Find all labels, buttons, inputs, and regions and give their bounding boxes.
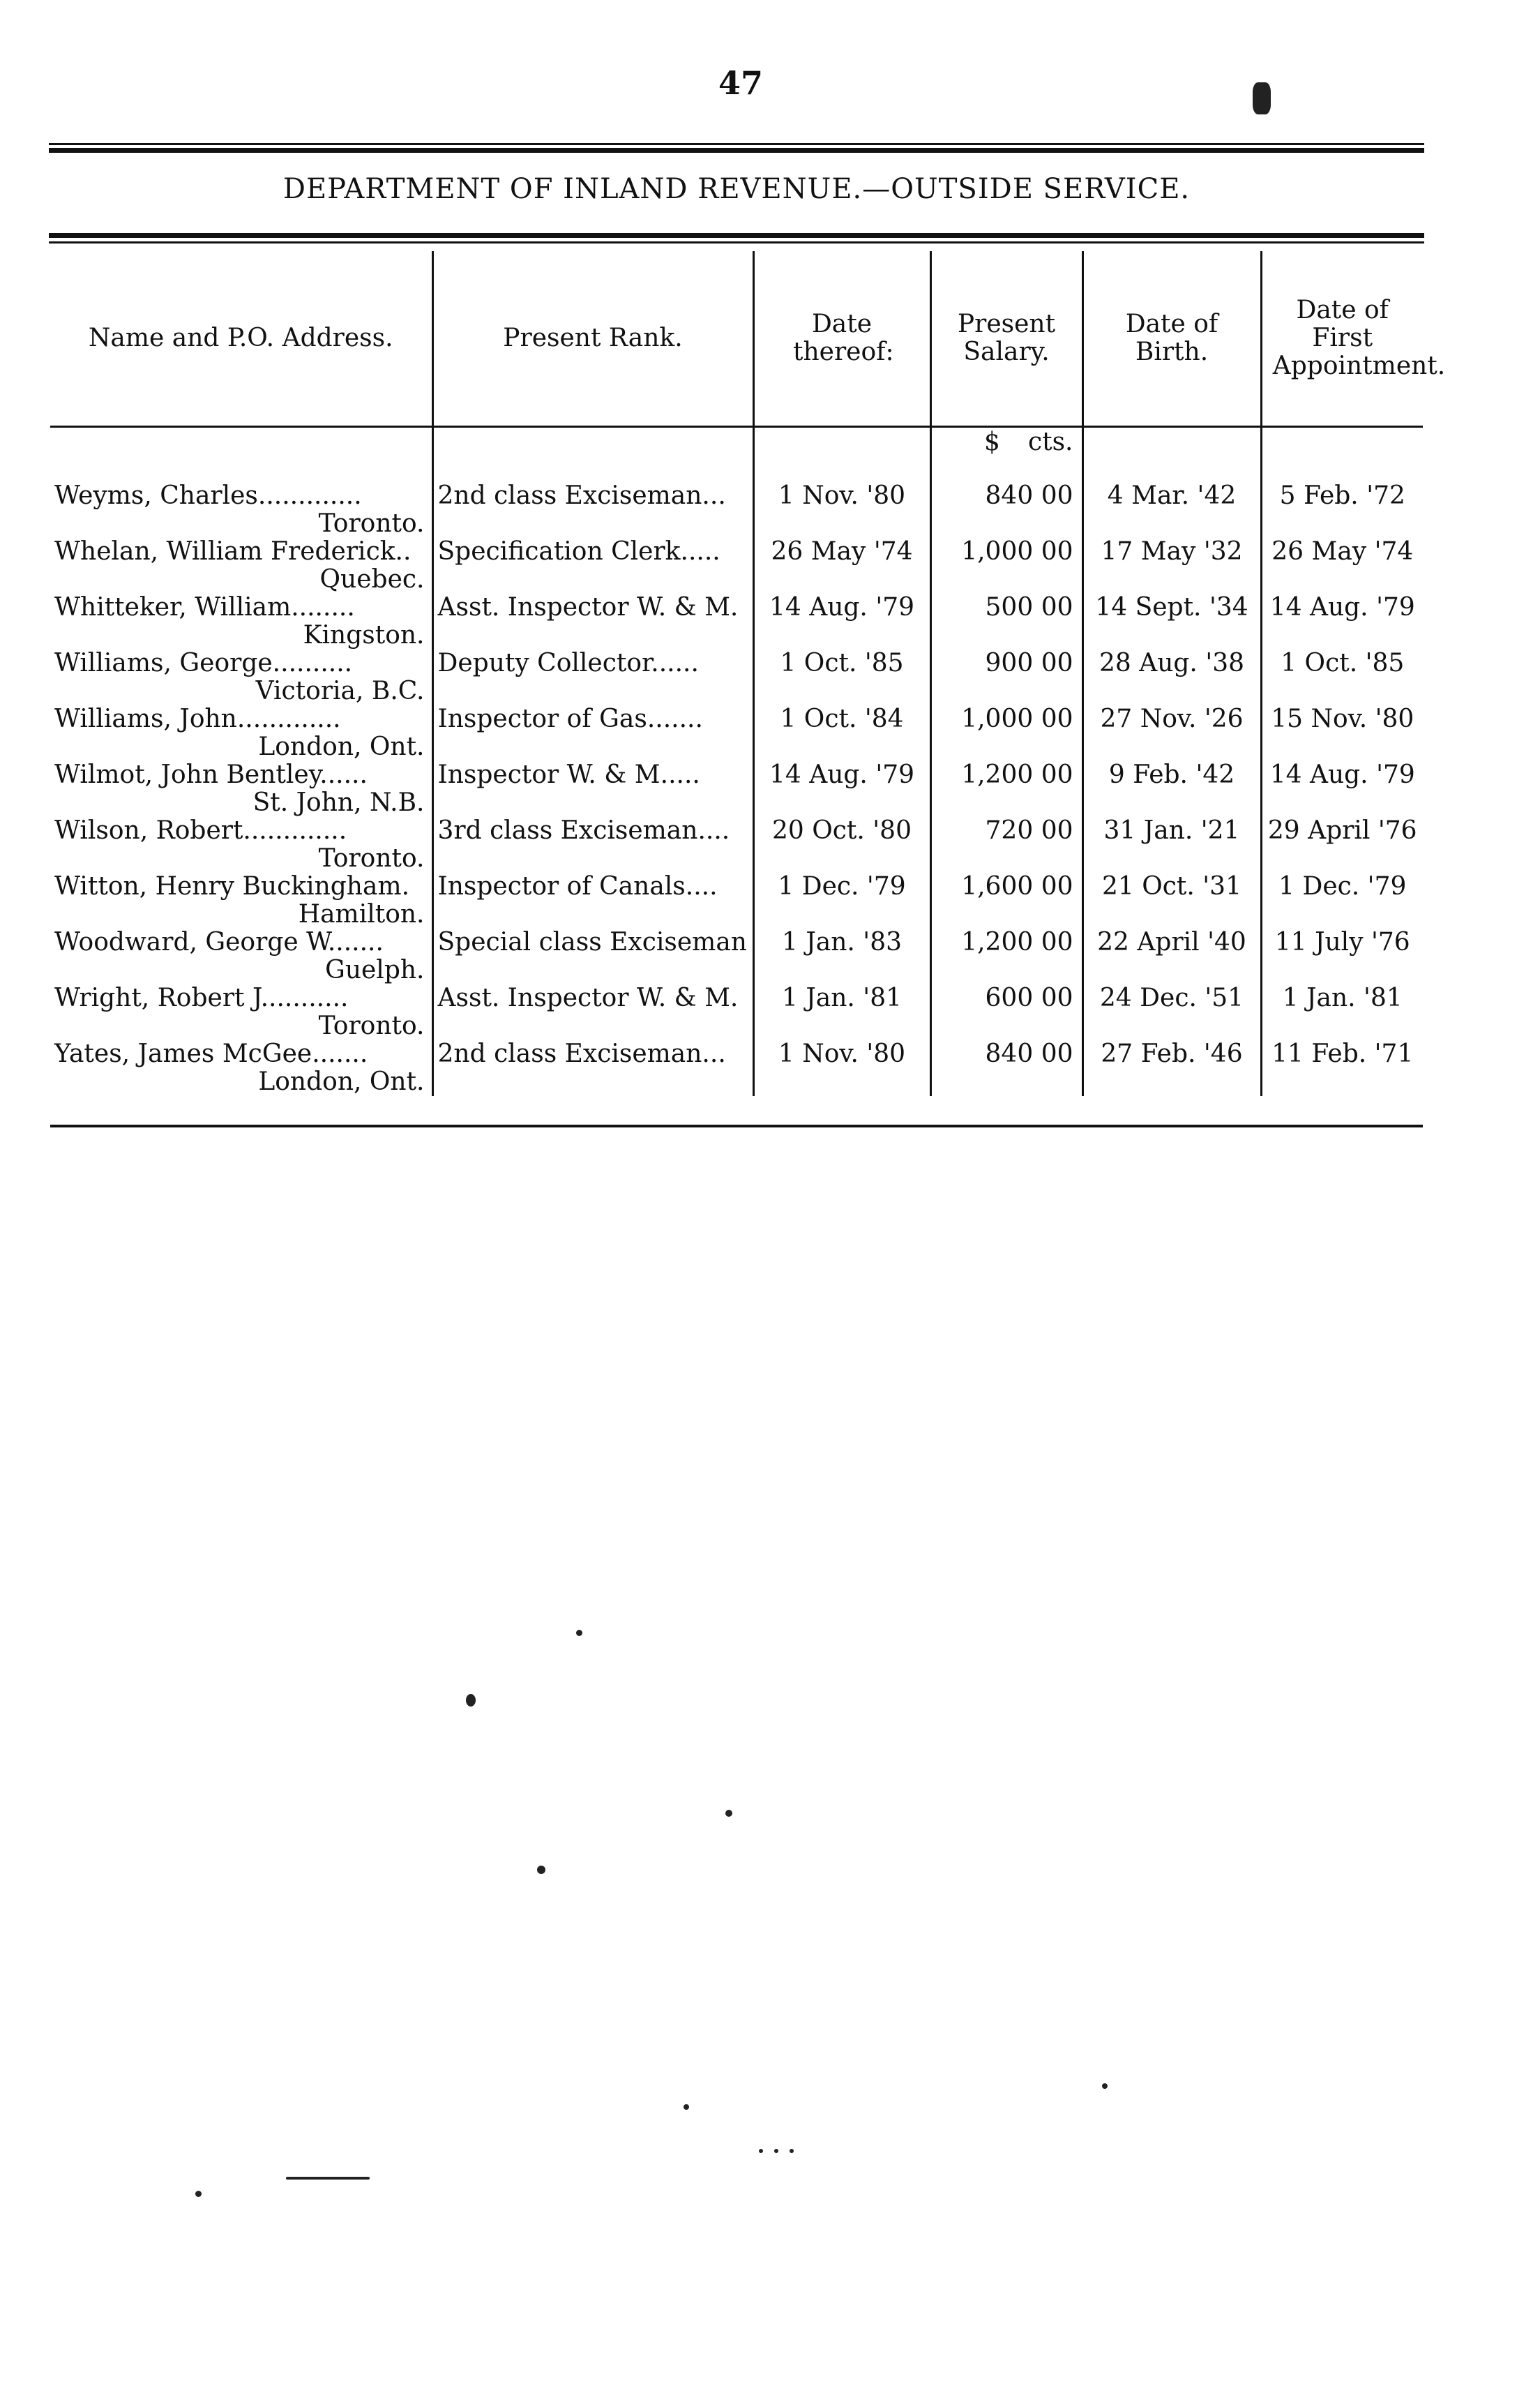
date-thereof-cell [753, 594, 930, 650]
birth-cell [1082, 929, 1261, 984]
birth-cell [1082, 873, 1261, 929]
ink-speck [1102, 2083, 1108, 2089]
appointment-cell [1261, 650, 1423, 705]
present-salary: 1,200 00 [961, 929, 1073, 957]
table-row [50, 594, 1423, 650]
ink-speck [466, 1694, 476, 1707]
date-thereof-cell [753, 1040, 930, 1096]
table-row [50, 538, 1423, 594]
table-bottom-rule [50, 1125, 1423, 1127]
rank-cell [432, 984, 753, 1040]
date-thereof-cell [753, 538, 930, 594]
person-name: Williams, John............. [54, 705, 341, 733]
salary-cell [930, 705, 1082, 761]
present-salary: 1,600 00 [961, 873, 1073, 901]
rank-cell [432, 1040, 753, 1096]
post-office-address: St. John, N.B. [252, 788, 425, 817]
column-header-name: Name and P.O. Address. [50, 251, 432, 427]
salary-cell [930, 817, 1082, 873]
post-office-address: London, Ont. [258, 733, 425, 761]
birth-cell [1082, 482, 1261, 538]
table-row [50, 482, 1423, 538]
present-salary: 840 00 [985, 1040, 1073, 1068]
first-appointment: 29 April '76 [1267, 817, 1417, 845]
name-address-cell [50, 817, 432, 873]
name-address-cell [50, 1040, 432, 1096]
date-of-birth: 27 Nov. '26 [1100, 705, 1244, 733]
name-address-cell [50, 650, 432, 705]
person-name: Yates, James McGee....... [54, 1040, 368, 1068]
birth-cell [1082, 817, 1261, 873]
date-thereof-cell [753, 761, 930, 817]
present-rank: Asst. Inspector W. & M. [437, 594, 739, 622]
cents-unit: cts. [1027, 428, 1073, 456]
name-address-cell [50, 538, 432, 594]
name-address-cell [50, 482, 432, 538]
date-thereof: 1 Jan. '81 [781, 984, 903, 1012]
ink-speck [684, 2104, 689, 2110]
present-rank: Inspector W. & M..... [437, 761, 700, 789]
present-rank: Asst. Inspector W. & M. [437, 984, 739, 1012]
birth-cell [1082, 705, 1261, 761]
table-top-rule-thick [49, 233, 1424, 238]
date-thereof: 20 Oct. '80 [772, 817, 912, 845]
person-name: Whelan, William Frederick.. [54, 538, 412, 566]
post-office-address: Toronto. [318, 1012, 425, 1040]
date-thereof: 26 May '74 [771, 538, 913, 566]
person-name: Woodward, George W....... [54, 929, 384, 957]
date-thereof-label: Date thereof: [793, 310, 894, 366]
salary-cell [930, 873, 1082, 929]
appointment-cell [1261, 929, 1423, 984]
date-thereof-cell [753, 705, 930, 761]
column-header-rank: Present Rank. [432, 251, 753, 427]
person-name: Weyms, Charles............. [54, 482, 362, 510]
appointment-cell [1261, 538, 1423, 594]
salary-label: Present Salary. [957, 310, 1056, 366]
present-rank: Special class Exciseman [437, 929, 747, 957]
column-header-appointment [1261, 251, 1446, 427]
appointment-cell [1261, 1040, 1423, 1096]
rank-cell [432, 594, 753, 650]
person-name: Williams, George.......... [54, 650, 353, 677]
present-salary: 900 00 [985, 650, 1073, 677]
present-salary: 1,200 00 [961, 761, 1073, 789]
date-of-birth: 14 Sept. '34 [1095, 594, 1248, 622]
present-salary: 500 00 [985, 594, 1073, 622]
page-number: 47 [718, 64, 764, 102]
present-rank: 3rd class Exciseman.... [437, 817, 730, 845]
present-salary: 720 00 [985, 817, 1073, 845]
first-appointment: 11 July '76 [1274, 929, 1410, 957]
post-office-address: Guelph. [325, 956, 425, 984]
table-top-rule-thin [49, 241, 1424, 243]
date-thereof: 1 Nov. '80 [778, 1040, 906, 1068]
appointment-cell [1261, 873, 1423, 929]
appointment-cell [1261, 984, 1423, 1040]
birth-cell [1082, 984, 1261, 1040]
date-thereof-cell [753, 929, 930, 984]
rank-cell [432, 873, 753, 929]
rank-cell [432, 650, 753, 705]
table-header-row [50, 251, 1423, 427]
present-salary: 1,000 00 [961, 705, 1073, 733]
post-office-address: Quebec. [319, 565, 425, 594]
appointment-cell [1261, 705, 1423, 761]
rank-cell [432, 929, 753, 984]
salary-cell [930, 761, 1082, 817]
person-name: Wright, Robert J........... [54, 984, 349, 1012]
post-office-address: London, Ont. [258, 1067, 425, 1096]
date-thereof: 1 Oct. '84 [780, 705, 904, 733]
column-header-birth [1082, 251, 1261, 427]
salary-cell [930, 650, 1082, 705]
first-appointment: 15 Nov. '80 [1271, 705, 1414, 733]
present-rank: Inspector of Gas....... [437, 705, 703, 733]
date-thereof: 1 Jan. '83 [781, 929, 903, 957]
first-appointment: 1 Jan. '81 [1282, 984, 1403, 1012]
first-appointment: 14 Aug. '79 [1269, 761, 1415, 789]
salary-cell [930, 594, 1082, 650]
appointment-cell [1261, 594, 1423, 650]
column-header-date-thereof [753, 251, 930, 427]
name-address-cell [50, 761, 432, 817]
table-row [50, 817, 1423, 873]
ink-blot [1253, 82, 1271, 114]
birth-cell [1082, 650, 1261, 705]
person-name: Witton, Henry Buckingham. [54, 873, 410, 901]
date-thereof-cell [753, 873, 930, 929]
date-of-birth: 17 May '32 [1101, 538, 1243, 566]
salary-cell [930, 538, 1082, 594]
post-office-address: Hamilton. [298, 900, 425, 929]
appointment-cell [1261, 482, 1423, 538]
units-row [50, 427, 1423, 483]
salary-cell [930, 984, 1082, 1040]
date-thereof-cell [753, 650, 930, 705]
date-of-birth: 24 Dec. '51 [1099, 984, 1244, 1012]
post-office-address: Victoria, B.C. [255, 677, 425, 705]
table-row [50, 873, 1423, 929]
salary-cell [930, 1040, 1082, 1096]
birth-cell [1082, 761, 1261, 817]
present-rank: 2nd class Exciseman... [437, 1040, 726, 1068]
present-salary: 1,000 00 [961, 538, 1073, 566]
ink-speck [725, 1810, 732, 1817]
person-name: Wilmot, John Bentley...... [54, 761, 368, 789]
date-thereof: 14 Aug. '79 [769, 594, 915, 622]
first-appointment: 14 Aug. '79 [1269, 594, 1415, 622]
ink-speck [790, 2149, 794, 2153]
date-of-birth: 31 Jan. '21 [1103, 817, 1240, 845]
ink-speck [576, 1630, 582, 1636]
appointment-label: Date of First Appointment. [1272, 296, 1446, 380]
rank-cell [432, 705, 753, 761]
table-row [50, 761, 1423, 817]
table-row [50, 929, 1423, 984]
dollar-unit: $ [984, 428, 1000, 456]
salary-cell [930, 929, 1082, 984]
name-address-cell [50, 929, 432, 984]
birth-label: Date of Birth. [1125, 310, 1218, 366]
present-rank: Inspector of Canals.... [437, 873, 718, 901]
rank-cell [432, 761, 753, 817]
ink-speck [774, 2149, 778, 2153]
name-address-cell [50, 873, 432, 929]
name-address-cell [50, 984, 432, 1040]
person-name: Wilson, Robert............. [54, 817, 347, 845]
birth-cell [1082, 1040, 1261, 1096]
name-address-cell [50, 594, 432, 650]
present-rank: Deputy Collector...... [437, 650, 699, 677]
ink-speck [759, 2149, 763, 2153]
date-thereof-cell [753, 482, 930, 538]
date-of-birth: 9 Feb. '42 [1108, 761, 1235, 789]
appointment-cell [1261, 817, 1423, 873]
first-appointment: 26 May '74 [1271, 538, 1414, 566]
salary-units-cell [930, 427, 1082, 483]
post-office-address: Toronto. [318, 844, 425, 873]
date-thereof-cell [753, 817, 930, 873]
table-row [50, 650, 1423, 705]
salary-cell [930, 482, 1082, 538]
birth-cell [1082, 594, 1261, 650]
date-of-birth: 21 Oct. '31 [1102, 873, 1241, 901]
present-rank: 2nd class Exciseman... [437, 482, 726, 510]
rank-cell [432, 817, 753, 873]
ink-stroke [286, 2177, 370, 2180]
post-office-address: Toronto. [318, 509, 425, 538]
appointment-cell [1261, 761, 1423, 817]
table-row [50, 705, 1423, 761]
table-row [50, 1040, 1423, 1096]
date-thereof: 1 Oct. '85 [780, 650, 904, 677]
date-thereof-cell [753, 984, 930, 1040]
name-address-cell [50, 705, 432, 761]
present-salary: 840 00 [985, 482, 1073, 510]
column-header-salary [930, 251, 1082, 427]
first-appointment: 11 Feb. '71 [1271, 1040, 1414, 1068]
present-salary: 600 00 [985, 984, 1073, 1012]
person-name: Whitteker, William........ [54, 594, 355, 622]
top-rule-thick [49, 148, 1424, 153]
ink-speck [537, 1866, 545, 1874]
ink-speck [195, 2191, 202, 2197]
post-office-address: Kingston. [303, 621, 425, 650]
date-thereof: 1 Nov. '80 [778, 482, 906, 510]
birth-cell [1082, 538, 1261, 594]
date-of-birth: 22 April '40 [1097, 929, 1246, 957]
present-rank: Specification Clerk..... [437, 538, 720, 566]
date-thereof: 14 Aug. '79 [769, 761, 915, 789]
page-heading: DEPARTMENT OF INLAND REVENUE.—OUTSIDE SERVICE. [282, 173, 1191, 205]
first-appointment: 1 Dec. '79 [1278, 873, 1407, 901]
rank-cell [432, 538, 753, 594]
date-of-birth: 4 Mar. '42 [1107, 482, 1237, 510]
first-appointment: 1 Oct. '85 [1281, 650, 1405, 677]
rank-cell [432, 482, 753, 538]
service-table [50, 251, 1446, 1096]
first-appointment: 5 Feb. '72 [1279, 482, 1405, 510]
date-of-birth: 27 Feb. '46 [1101, 1040, 1243, 1068]
table-row [50, 984, 1423, 1040]
date-thereof: 1 Dec. '79 [778, 873, 906, 901]
top-rule-thin [49, 143, 1424, 145]
date-of-birth: 28 Aug. '38 [1099, 650, 1245, 677]
